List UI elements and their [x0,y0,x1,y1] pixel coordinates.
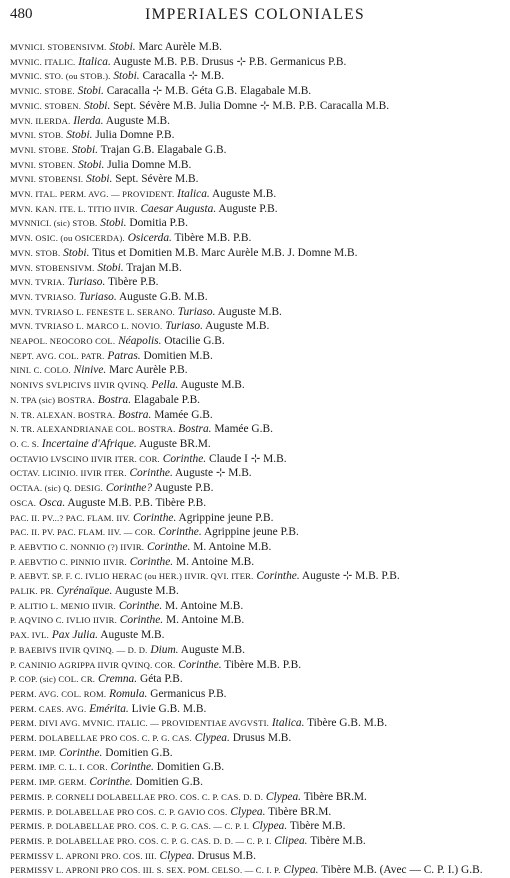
emperor-and-module: Auguste M.B. P.B. Tibère P.B. [67,496,207,509]
legend-entry [10,437,500,452]
mint-city: Italica. [78,55,111,68]
emperor-and-module: Auguste ⊹ M.B. [175,467,252,480]
legend-entry [10,202,500,217]
legend-entry [10,305,500,320]
emperor-and-module: Tibère M.B. [289,820,346,833]
mint-city: Corinthe. [147,540,191,553]
mint-city: Stobi. [100,217,127,230]
mint-city: Turiaso. [177,305,216,318]
emperor-and-module: Auguste M.B. [114,585,179,598]
coin-legend: MVNI. STOBEN. [10,159,76,170]
mint-city: Stobi. [66,129,93,142]
mint-city: Clipea. [274,834,308,847]
legend-entry [10,540,500,555]
coin-legend: MVNIC. STOBEN. [10,100,82,111]
legend-entry [10,69,500,84]
legend-entry [10,408,500,423]
legend-entry [10,834,500,849]
legend-entry [10,643,500,658]
coin-legend: O. C. S. [10,438,40,449]
legend-entry [10,790,500,805]
emperor-and-module: Domitien G.B. [156,761,225,774]
legend-entry [10,687,500,702]
legend-entry [10,658,500,673]
emperor-and-module: Auguste M.B. [105,114,170,127]
emperor-and-module: Auguste M.B. [180,643,245,656]
mint-city: Stobi. [97,261,124,274]
coin-legend: NINI. C. COLO. [10,365,71,376]
legend-entry [10,246,500,261]
legend-entry [10,393,500,408]
coin-legend: MVNICI. STOBENSIVM. [10,42,107,52]
emperor-and-module: Livie G.B. M.B. [131,702,207,715]
coin-legend: MVN. STOBENSIVM. [10,262,95,273]
emperor-and-module: Tibère BR.M. [268,805,332,818]
legend-entry [10,172,500,187]
coin-legend: MVN. TVRIA. [10,277,65,288]
emperor-and-module: Tibère M.B. [310,834,366,847]
mint-city: Patras. [107,349,141,362]
mint-city: Italica. [177,188,210,201]
mint-city: Bostra. [118,408,152,421]
coin-legend: PERM. IMP. GERM. [10,777,87,788]
coin-legend: NEPT. AVG. COL. PATR. [10,350,105,361]
legend-entry [10,452,500,467]
emperor-and-module: Domitien G.B. [135,776,203,789]
legend-entry [10,599,500,614]
emperor-and-module: Marc Aurèle P.B. [109,364,188,377]
mint-city: Stobi. [109,41,136,53]
mint-city: Corinthe. [89,776,133,789]
legend-entry [10,231,500,246]
mint-city: Italica. [271,717,305,730]
coin-legend: PERM. IMP. C. L. I. COR. [10,762,108,773]
coin-legend: PERMIS. P. DOLABELLAE PRO COS. C. P. GAVIO COS. [10,806,228,817]
emperor-and-module: Tibère M.B. (Avec — C. P. I.) G.B. [321,864,483,877]
legend-entry [10,863,500,878]
coin-legend: PERMIS. P. DOLABELLAE PRO. COS. C. P. G. CAS. — C. P. I. [10,821,250,832]
emperor-and-module: Auguste M.B. P.B. Drusus ⊹ P.B. Germanicus P.B. [113,55,347,68]
coin-legend: MVN. STOB. [10,247,61,258]
mint-city: Corinthe. [158,526,202,539]
coin-legend: PALIK. PR. [10,586,54,597]
coin-legend: MVNI. STOBE. [10,144,69,155]
emperor-and-module: Julia Domne M.B. [107,158,192,171]
emperor-and-module: Auguste P.B. [154,482,214,495]
emperor-and-module: Caracalla ⊹ M.B. [142,70,225,83]
coin-legend: PERM. DIVI AVG. MVNIC. ITALIC. — PROVIDENTIAE AVGVSTI. [10,718,270,729]
mint-city: Stobi. [71,143,98,156]
mint-city: Néapolis. [118,335,162,348]
emperor-and-module: Trajan G.B. Elagabale G.B. [100,143,227,156]
emperor-and-module: Auguste BR.M. [138,437,211,450]
legend-entry [10,128,500,143]
legend-entry [10,114,500,129]
legend-entry [10,422,500,437]
coin-legend: OSCA. [10,497,37,508]
mint-city: Corinthe. [129,467,173,480]
coin-legend: PAX. IVL. [10,630,49,641]
coin-legend: P. ALITIO L. MENIO IIVIR. [10,600,116,611]
mint-city: Corinthe. [59,746,103,759]
legend-entry [10,158,500,173]
emperor-and-module: M. Antoine M.B. [165,599,244,612]
emperor-and-module: Tibère M.B. P.B. [174,232,252,245]
emperor-and-module: Auguste M.B. [205,320,270,333]
legend-entry [10,99,500,114]
legend-entry [10,275,500,290]
emperor-and-module: Auguste M.B. [180,379,245,392]
mint-city: Clypea. [265,790,302,803]
mint-city: Romula. [109,687,148,700]
coin-legend: PERM. CAES. AVG. [10,703,87,714]
coin-legend: MVNNICI. (sic) STOB. [10,218,98,229]
coin-legend: N. TPA (sic) BOSTRA. [10,394,95,405]
mint-city: Ninive. [73,364,107,377]
emperor-and-module: M. Antoine M.B. [166,614,245,627]
emperor-and-module: Drusus M.B. [197,849,256,862]
mint-city: Corinthe? [105,482,153,495]
legend-entry [10,40,500,55]
legend-entry [10,760,500,775]
emperor-and-module: M. Antoine M.B. [193,540,272,553]
mint-city: Caesar Augusta. [140,202,217,215]
legend-entry [10,466,500,481]
emperor-and-module: Tibère BR.M. [303,790,367,803]
emperor-and-module: Sept. Sévère M.B. [115,173,199,186]
coin-legend: P. AEBVT. SP. F. C. IVLIO HERAC (ou HER.) IIVIR. QVI. ITER. [10,571,254,582]
coin-legend: MVNIC. ITALIC. [10,56,76,67]
mint-city: Osca. [38,496,66,509]
coin-legend: P. CANINIO AGRIPPA IIVIR QVINQ. COR. [10,659,176,670]
emperor-and-module: Auguste M.B. [217,305,282,318]
mint-city: Bostra. [97,393,132,406]
coin-legend: MVN. TVRIASO L. FENESTE L. SERANO. [10,306,175,317]
legend-entry [10,261,500,276]
mint-city: Corinthe. [129,555,174,568]
emperor-and-module: Domitia P.B. [129,217,188,230]
legend-entry [10,481,500,496]
coin-legend: P. AEBVTIO C. NONNIO (?) IIVIR. [10,541,145,552]
coin-legend: MVN. OSIC. (ou OSICERDA). [10,233,125,244]
coin-legend: PERMIS. P. DOLABELLAE PRO. COS. C. P. G. CAS. D. D. — C. P. I. [10,835,272,846]
page-header [10,6,500,26]
legend-entry [10,290,500,305]
coin-legend: PERM. IMP. [10,747,57,758]
mint-city: Stobi. [78,158,105,171]
emperor-and-module: Tibère P.B. [108,276,159,289]
coin-legend: MVN. ILERDA. [10,115,71,126]
coin-legend: PAC. II. PV. PAC. FLAM. IIV. — COR. [10,527,156,538]
emperor-and-module: Agrippine jeune P.B. [203,526,299,539]
emperor-and-module: Julia Domne P.B. [95,129,175,142]
legend-entry [10,511,500,526]
coin-legend: NONIVS SVLPICIVS IIVIR QVINQ. [10,380,149,391]
mint-city: Pella. [151,379,179,392]
emperor-and-module: Auguste G.B. M.B. [118,290,208,303]
legend-entry [10,702,500,717]
emperor-and-module: Marc Aurèle M.B. [138,41,223,53]
coin-legend: MVN. ITAL. PERM. AVG. — PROVIDENT. [10,189,175,200]
emperor-and-module: Otacilie G.B. [164,335,225,348]
coin-legend: NEAPOL. NEOCORO COL. [10,336,116,347]
mint-city: Bostra. [178,423,212,436]
mint-city: Pax Julia. [51,629,99,642]
legend-entry [10,613,500,628]
emperor-and-module: Elagabale P.B. [133,393,201,406]
mint-city: Stobi. [63,246,90,259]
coin-legend: PERMISSV L. APRONI PRO COS. III. S. SEX. POM. CELSO. — C. I. P. [10,865,281,876]
coin-legend: P. BAEBIVS IIVIR QVINQ. — D. D. [10,644,148,655]
coin-legend: PAC. II. PV...? PAC. FLAM. IIV. [10,512,131,523]
legend-entry [10,849,500,864]
emperor-and-module: Auguste M.B. [211,188,277,201]
mint-city: Stobi. [113,70,140,83]
emperor-and-module: Auguste ⊹ M.B. P.B. [301,570,400,583]
emperor-and-module: Sept. Sévère M.B. Julia Domne ⊹ M.B. P.B. Caracalla M.B. [113,99,390,112]
legend-entry [10,746,500,761]
legend-entry [10,569,500,584]
legend-entry [10,84,500,99]
mint-city: Clypea. [159,849,195,862]
mint-city: Turiaso. [67,276,106,289]
mint-city: Corinthe. [118,599,163,612]
coin-legend: MVNI. STOBENSI. [10,174,84,185]
legend-entry [10,819,500,834]
mint-city: Clypea. [194,732,230,745]
emperor-and-module: Mamée G.B. [214,423,273,436]
mint-city: Corinthe. [256,570,300,583]
mint-city: Stobi. [84,99,111,112]
mint-city: Clypea. [230,805,266,818]
legend-entry [10,775,500,790]
mint-city: Incertaine d'Afrique. [41,437,137,450]
mint-city: Ilerda. [73,114,104,127]
legend-entry [10,805,500,820]
legend-entry [10,628,500,643]
mint-city: Corinthe. [110,761,154,774]
coin-legend: P. AEBVTIO C. PINNIO IIVIR. [10,556,127,567]
emperor-and-module: Tibère G.B. M.B. [307,717,388,730]
mint-city: Corinthe. [132,511,177,524]
legend-entry [10,716,500,731]
coin-legend: MVN. KAN. ITE. L. TITIO IIVIR. [10,203,138,214]
mint-city: Osicerda. [127,232,172,245]
emperor-and-module: Domitien M.B. [143,349,213,362]
mint-city: Corinthe. [162,452,207,465]
mint-city: Turiaso. [79,290,117,303]
mint-city: Stobi. [77,85,104,98]
coin-legend-list [10,40,500,878]
coin-legend: OCTAV. LICINIO. IIVIR ITER. [10,468,127,479]
emperor-and-module: Claude I ⊹ M.B. [208,452,287,465]
coin-legend: MVNIC. STOBE. [10,86,75,97]
coin-legend: PERM. AVG. COL. ROM. [10,688,107,699]
emperor-and-module: Agrippine jeune P.B. [178,511,274,524]
legend-entry [10,55,500,70]
emperor-and-module: Caracalla ⊹ M.B. Géta G.B. Elagabale M.B. [106,85,312,98]
emperor-and-module: Tibère M.B. P.B. [224,658,302,671]
coin-legend: P. COP. (sic) COL. CR. [10,674,96,685]
emperor-and-module: Domitien G.B. [105,746,173,759]
coin-legend: PERM. DOLABELLAE PRO COS. C. P. G. CAS. [10,733,192,744]
emperor-and-module: Auguste M.B. [100,629,165,642]
coin-legend: P. AQVINO C. IVLIO IIVIR. [10,615,117,626]
legend-entry [10,496,500,511]
coin-legend: N. TR. ALEXAN. BOSTRA. [10,409,116,420]
emperor-and-module: Auguste P.B. [218,202,278,215]
coin-legend: N. TR. ALEXANDRIANAE COL. BOSTRA. [10,424,176,435]
emperor-and-module: Drusus M.B. [232,732,292,745]
mint-city: Corinthe. [119,614,164,627]
mint-city: Turiaso. [165,320,203,333]
running-title: IMPERIALES COLONIALES [145,6,365,23]
legend-entry [10,584,500,599]
legend-entry [10,216,500,231]
coin-legend: OCTAVIO LVSCINO IIVIR ITER. COR. [10,453,160,464]
mint-city: Clypea. [283,864,319,877]
emperor-and-module: Mamée G.B. [154,408,213,421]
legend-entry [10,187,500,202]
coin-legend: OCTAA. (sic) Q. DESIG. [10,483,103,494]
emperor-and-module: Trajan M.B. [126,261,182,274]
legend-entry [10,731,500,746]
legend-entry [10,672,500,687]
mint-city: Cremna. [97,673,138,686]
coin-legend: MVNI. STOB. [10,130,64,141]
mint-city: Dium. [150,643,179,656]
emperor-and-module: Géta P.B. [139,673,183,686]
legend-entry [10,319,500,334]
legend-entry [10,378,500,393]
legend-entry [10,334,500,349]
mint-city: Cyrénaïque. [56,585,113,598]
coin-legend: MVNIC. STO. (ou STOB.). [10,71,111,82]
mint-city: Corinthe. [178,658,222,671]
emperor-and-module: Titus et Domitien M.B. Marc Aurèle M.B. J. Domne M.B. [92,246,358,259]
coin-legend: PERMIS. P. CORNELI DOLABELLAE PRO. COS. C. P. CAS. D. D. [10,791,264,802]
legend-entry [10,143,500,158]
mint-city: Emérita. [89,702,129,715]
mint-city: Stobi. [86,173,113,186]
emperor-and-module: M. Antoine M.B. [175,555,255,568]
legend-entry [10,363,500,378]
legend-entry [10,525,500,540]
page-number: 480 [10,6,33,22]
coin-legend: PERMISSV L. APRONI PRO. COS. III. [10,850,157,861]
legend-entry [10,349,500,364]
coin-legend: MVN. TVRIASO. [10,291,77,302]
coin-legend: MVN. TVRIASO L. MARCO L. NOVIO. [10,321,163,332]
emperor-and-module: Germanicus P.B. [150,687,227,700]
mint-city: Clypea. [252,820,288,833]
legend-entry [10,555,500,570]
